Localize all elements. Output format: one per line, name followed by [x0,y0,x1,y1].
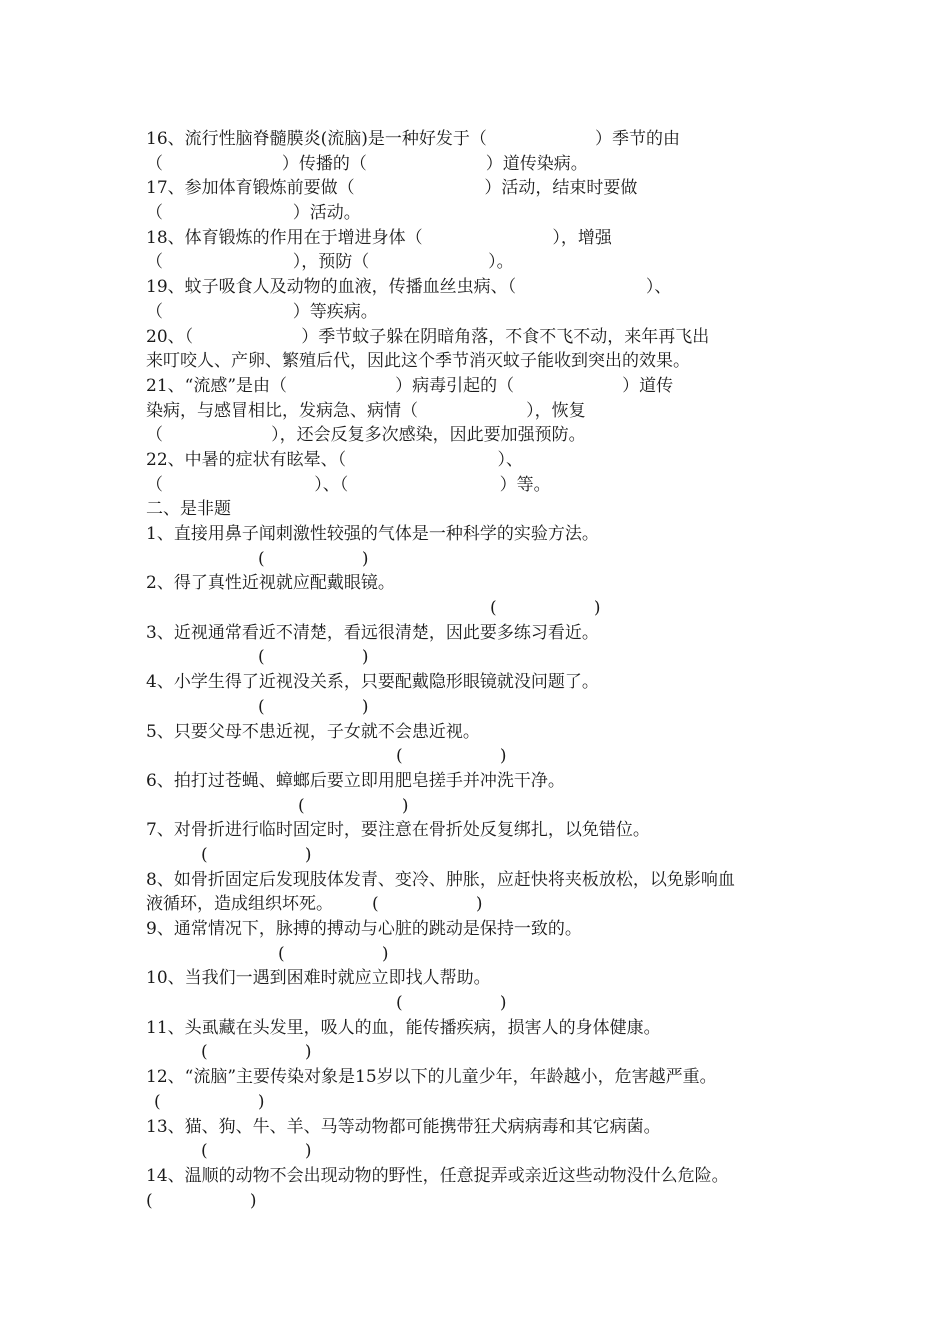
tf-7-answer-line [146,843,810,868]
section-2-heading: 二、是非题 [146,499,231,520]
tf-1-text: 1、直接用鼻子闻刺激性较强的气体是一种科学的实验方法。 [146,524,599,544]
tf-4-answer-line [146,695,810,720]
tf-11-answer-line [146,1040,810,1065]
tf-3-answer-blank[interactable]: ( ) [258,647,369,668]
tf-2-answer-blank[interactable]: ( ) [490,598,601,619]
tf-12-answer-blank[interactable]: ( ) [154,1091,265,1112]
question-16-line-2: （ ）传播的（ ）道传染病。 [146,153,588,174]
tf-13-answer-line [146,1139,810,1164]
question-21-line-2: 染病，与感冒相比，发病急、病情（ ），恢复 [146,400,586,421]
tf-9-text: 9、通常情况下，脉搏的搏动与心脏的跳动是保持一致的。 [146,919,582,939]
question-21-line-1: 21、“流感”是由（ ）病毒引起的（ ）道传 [146,375,674,396]
question-17-line-2: （ ）活动。 [146,203,361,224]
tf-13-answer-blank[interactable]: ( ) [201,1141,312,1162]
tf-12-answer-line [146,1090,810,1115]
question-22-line-1: 22、中暑的症状有眩晕、（ ）、 [146,449,523,470]
tf-5-answer-line [146,744,810,769]
tf-5-text: 5、只要父母不患近视，子女就不会患近视。 [146,721,480,742]
tf-7-answer-blank[interactable]: ( ) [201,844,312,865]
tf-1-answer-line [146,547,810,572]
tf-9-answer-blank[interactable]: ( ) [278,943,389,964]
tf-4-text: 4、小学生得了近视没关系，只要配戴隐形眼镜就没问题了。 [146,672,599,693]
question-16-line-1: 16、流行性脑脊髓膜炎(流脑)是一种好发于（ ）季节的由 [146,129,680,149]
question-19-line-1: 19、蚊子吸食人及动物的血液，传播血丝虫病、（ ）、 [146,277,672,298]
tf-3-text: 3、近视通常看近不清楚，看远很清楚，因此要多练习看近。 [146,622,599,643]
tf-7-text: 7、对骨折进行临时固定时，要注意在骨折处反复绑扎，以免错位。 [146,820,650,841]
tf-14-answer-line [146,1189,810,1214]
tf-10-answer-blank[interactable]: ( ) [396,993,507,1014]
tf-2-answer-line [146,596,810,621]
question-22-line-2: （ ）、（ ）等。 [146,474,551,495]
tf-13-text: 13、猫、狗、牛、羊、马等动物都可能携带狂犬病病毒和其它病菌。 [146,1116,661,1137]
tf-11-answer-blank[interactable]: ( ) [201,1042,312,1063]
tf-14-answer-blank[interactable]: ( ) [146,1190,257,1211]
tf-10-answer-line [146,991,810,1016]
tf-14-text: 14、温顺的动物不会出现动物的野性，任意捉弄或亲近这些动物没什么危险。 [146,1165,729,1186]
tf-2-text: 2、得了真性近视就应配戴眼镜。 [146,573,395,594]
question-20-line-2: 来叮咬人、产卵、繁殖后代，因此这个季节消灭蚊子能收到突出的效果。 [146,351,690,372]
question-17-line-1: 17、参加体育锻炼前要做（ ）活动，结束时要做 [146,178,638,199]
tf-6-answer-line [146,794,810,819]
tf-4-answer-blank[interactable]: ( ) [258,696,369,717]
question-19-line-2: （ ）等疾病。 [146,301,378,322]
tf-3-answer-line [146,645,810,670]
tf-8-text: 8、如骨折固定后发现肢体发青、变冷、肿胀，应赶快将夹板放松，以免影响血 [146,869,735,890]
tf-1-answer-blank[interactable]: ( ) [258,548,369,569]
question-18-line-1: 18、体育锻炼的作用在于增进身体（ ），增强 [146,227,612,248]
tf-12-text: 12、“流脑”主要传染对象是15岁以下的儿童少年，年龄越小，危害越严重。 [146,1067,717,1088]
tf-6-text: 6、拍打过苍蝇、蟑螂后要立即用肥皂搓手并冲洗干净。 [146,770,565,791]
question-20-line-1: 20、（ ）季节蚊子躲在阴暗角落，不食不飞不动，来年再飞出 [146,326,710,347]
tf-10-text: 10、当我们一遇到困难时就应立即找人帮助。 [146,968,491,989]
tf-8-text-line-2: 液循环，造成组织坏死。 ( ) [146,892,810,917]
tf-11-text: 11、头虱藏在头发里，吸人的血，能传播疾病，损害人的身体健康。 [146,1017,661,1038]
question-21-line-3: （ ），还会反复多次感染，因此要加强预防。 [146,425,586,446]
question-18-line-2: （ ），预防（ ）。 [146,252,514,273]
tf-8-answer-blank[interactable]: ( ) [372,894,483,915]
tf-5-answer-blank[interactable]: ( ) [396,746,507,767]
tf-9-answer-line [146,942,810,967]
tf-6-answer-blank[interactable]: ( ) [298,795,409,816]
worksheet-page [146,127,810,1213]
